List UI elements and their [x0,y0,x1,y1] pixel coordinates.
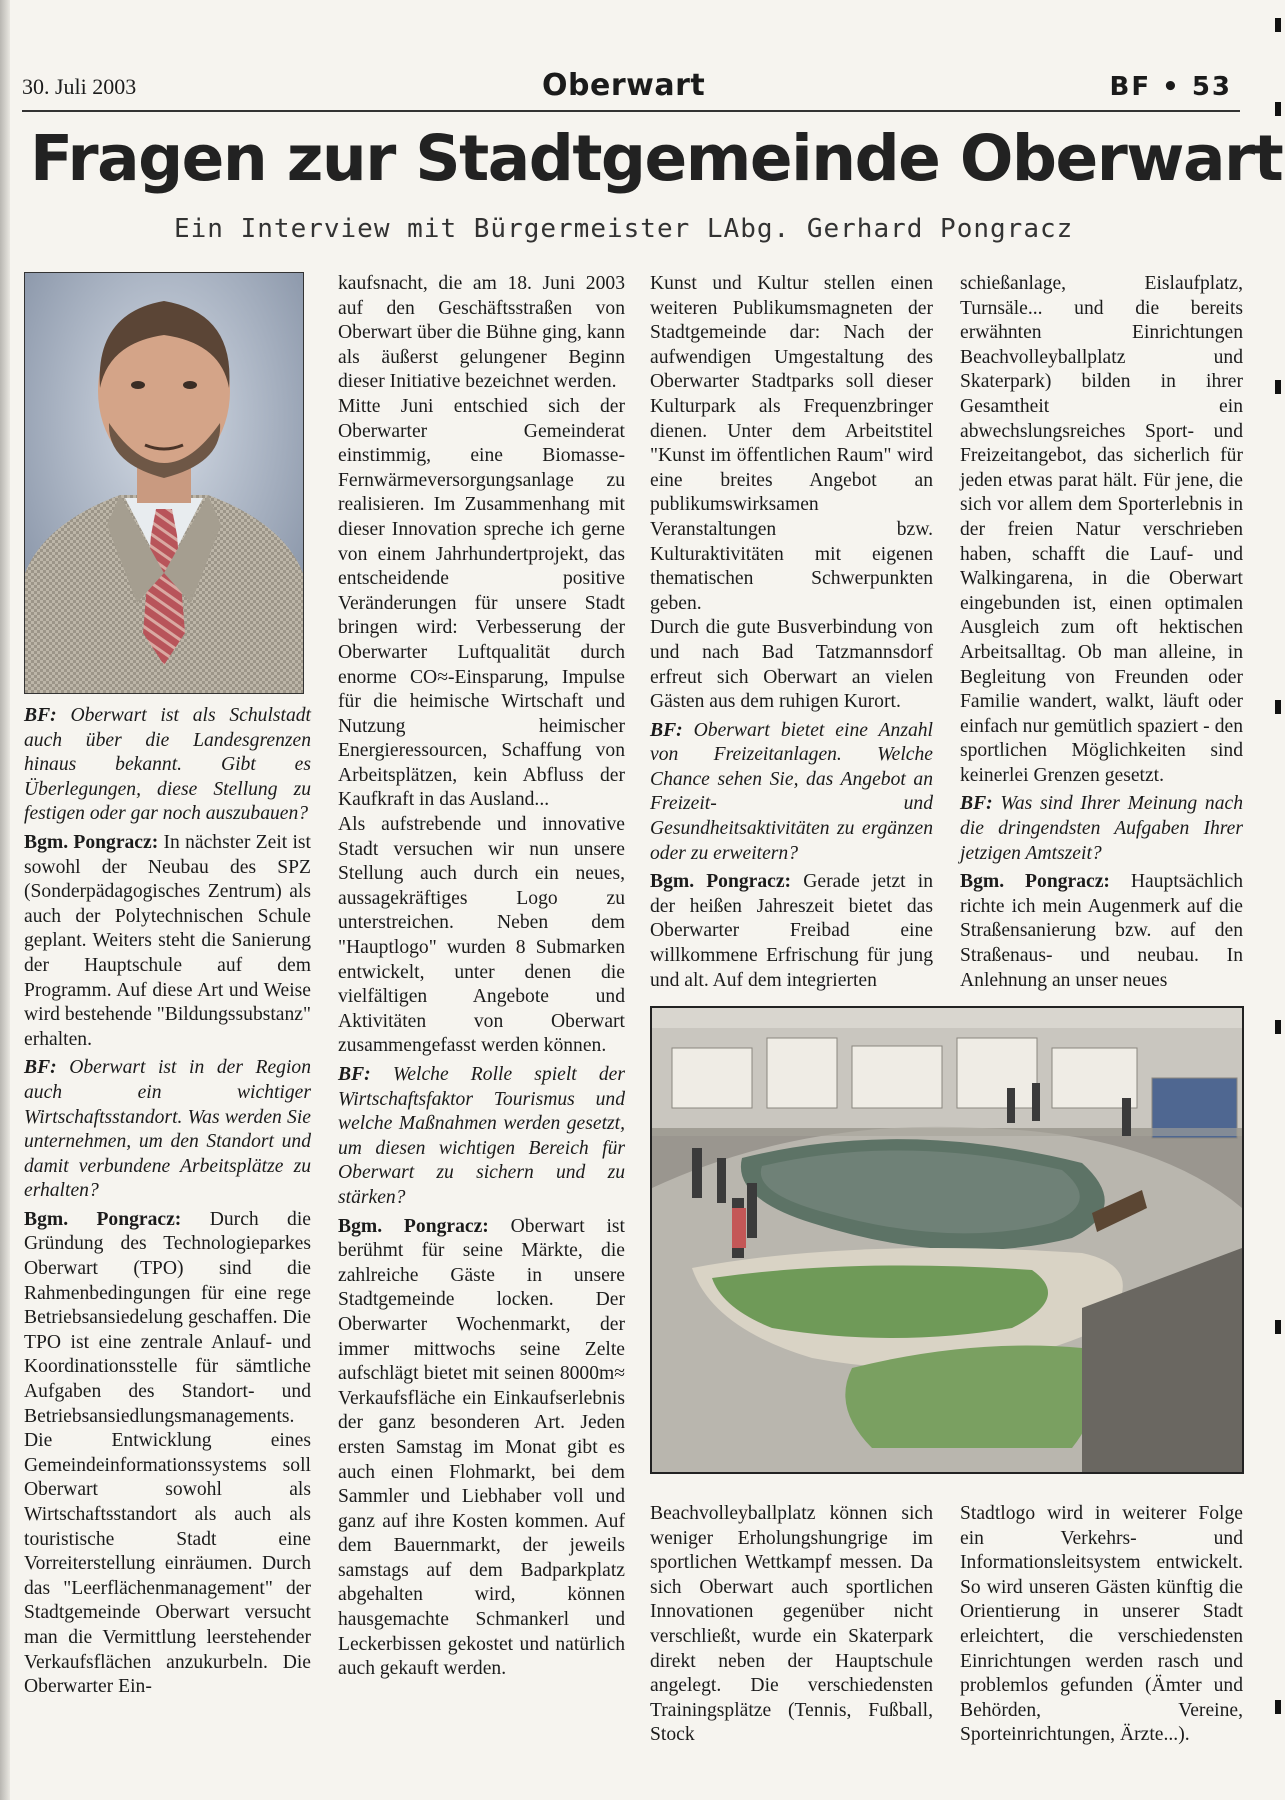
paragraph: Durch die gute Busverbindung von und nach Bad Tatzmannsdorf erfreut sich Oberwart an vielen Gästen aus dem ruhigen Kurort. [650,617,933,713]
interview-answer [24,831,311,1052]
scan-margin-mark [1275,1020,1281,1034]
answer-text: In nächster Zeit ist sowohl der Neubau des SPZ (Sonderpädagogisches Zentrum) als auch der Polytechnischen Schule geplant. Weiters steht die Sanierung der Hauptschule auf dem Programm. Auf diese Art und Weise wird bestehende "Bildungssubstanz" erhalten. [24,831,311,1050]
question-text: Oberwart ist als Schulstadt auch über die Landesgrenzen hinaus bekannt. Gibt es Überlegungen, diese Stellung zu festigen oder gar noch auszubauen? [24,705,311,825]
interview-question [960,792,1243,866]
section-title: Oberwart [542,68,706,103]
answer-text: Gerade jetzt in der heißen Jahreszeit bietet das Oberwarter Freibad eine willkommene Erfrischung für jung und alt. Auf dem integrierten [650,871,933,991]
speaker-label: Bgm. Pongracz: [338,1215,489,1237]
speaker-label: Bgm. Pongracz: [650,871,792,893]
garden-exhibition-photo [650,1006,1244,1474]
question-text: Oberwart bietet eine Anzahl von Freizeitanlagen. Welche Chance sehen Sie, das Angebot an Freizeit- und Gesundheitsaktivitäten zu ergänzen oder zu erweitern? [650,719,933,864]
scan-margin-mark [1275,18,1281,32]
article-column-2 [338,272,625,1686]
speaker-label: Bgm. Pongracz: [24,1208,182,1230]
question-text: Oberwart ist in der Region auch ein wichtiger Wirtschaftsstandort. Was werden Sie unternehmen, um den Standort und damit verbundene Arbeitsplätze zu erhalten? [24,1057,312,1202]
interview-answer [24,1208,311,1700]
question-label: BF: [24,1057,57,1079]
page-header [22,64,1240,112]
interview-question [24,1056,311,1204]
scan-margin-mark [1275,380,1281,394]
paragraph: Mitte Juni entschied sich der Oberwarter Gemeinderat einstimmig, eine Biomasse-Fernwärmeversorgungsanlage zu realisieren. Im Zusammenhang mit dieser Innovation spreche ich gerne von einem Jahrhundertprojekt, das entscheidende positive Veränderungen für unsere Stadt bringen wird: Verbesserung der Oberwarter Luftqualität durch enorme CO≈-Einsparung, Impulse für die heimische Wirtschaft und Nutzung heimischer Energieressourcen, Schaffung von Arbeitsplätzen, kein Abfluss der Kaufkraft in das Ausland... [338,395,625,811]
interview-answer [960,870,1243,993]
scan-margin-mark [1275,700,1281,714]
paragraph: schießanlage, Eislaufplatz, Turnsäle... und die bereits erwähnten Einrichtungen Beachvolleyballplatz und Skaterpark) bilden in ihrer Gesamtheit ein abwechslungsreiches Sport- und Freizeitangebot, das sicherlich für jeden etwas parat hält. Für jene, die sich vor allem dem Sporterlebnis in der freien Natur verschrieben haben, schafft die Lauf- und Walkingarena, in die Oberwart eingebunden ist, einen optimalen Ausgleich zum oft hektischen Arbeitsalltag. Ob man alleine, in Begleitung von Freunden oder Familie wandert, walkt, läuft oder einfach nur gemütlich spaziert - den sportlichen Möglichkeiten sind keinerlei Grenzen gesetzt. [960,273,1243,786]
question-text: Was sind Ihrer Meinung nach die dringendsten Aufgaben Ihrer jetzigen Amtszeit? [960,793,1243,864]
question-label: BF: [960,793,993,815]
scan-margin-mark [1275,1700,1281,1714]
answer-text: Durch die Gründung des Technologieparkes Oberwart (TPO) sind die Rahmenbedingungen für eine rege Betriebsansiedelung geschaffen. Die TPO ist eine zentrale Anlauf- und Koordinationsstelle für sämtliche Aufgaben des Standort- und Betriebsansiedlungsmanagements. Die Entwicklung eines Gemeindeinformationssystems soll Oberwart sowohl als Wirtschaftsstandort als auch als touristische Stadt eine Vorreiterstellung einräumen. Durch das "Leerflächenmanagement" der Stadtgemeinde Oberwart versucht man die Vermittlung leerstehender Verkaufsflächen anzukurbeln. Die Oberwarter Ein- [24,1208,311,1698]
issue-date: 30. Juli 2003 [22,74,137,99]
scan-margin-mark [1275,1320,1281,1334]
article-column-4 [960,272,1243,997]
paragraph: Beachvolleyballplatz können sich weniger Erholungshungrige im sportlichen Wettkampf messen. Da sich Oberwart auch sportlichen Innovationen gegenüber nicht verschließt, wurde ein Skaterpark direkt neben der Hauptschule angelegt. Die verschiedensten Trainingsplätze (Tennis, Fußball, Stock [650,1503,933,1746]
paragraph: Als aufstrebende und innovative Stadt versuchen wir nun unsere Stellung auch durch ein neues, aussagekräftiges Logo zu unterstreichen. Neben dem "Hauptlogo" wurden 8 Submarken entwickelt, unter denen die vielfältigen Angebote und Aktivitäten von Oberwart zusammengefasst werden können. [338,814,625,1057]
mayor-portrait-photo [24,272,304,694]
article-column-1 [24,700,311,1704]
paragraph: Stadtlogo wird in weiterer Folge ein Verkehrs- und Informationsleitsystem entwickelt. So wird unseren Gästen künftig die Orientierung in unserer Stadt erleichtert, die verschiedensten Einrichtungen werden rasch und problemlos gefunden (Ämter und Behörden, Vereine, Sporteinrichtungen, Ärzte...). [960,1503,1243,1746]
question-label: BF: [650,719,683,741]
page-number: BF • 53 [1109,72,1232,102]
paragraph: Kunst und Kultur stellen einen weiteren Publikumsmagneten der Stadtgemeinde dar: Nach der aufwendigen Umgestaltung des Oberwarter Stadtparks soll dieser Kulturpark als Frequenzbringer dienen. Unter dem Arbeitstitel "Kunst im öffentlichen Raum" wird eine breites Angebot an publikumswirksamen Veranstaltungen bzw. Kulturaktivitäten mit eigenen thematischen Schwerpunkten geben. [650,273,933,614]
question-label: BF: [338,1064,371,1085]
question-label: BF: [24,705,57,726]
interview-question [338,1063,625,1211]
article-headline: Fragen zur Stadtgemeinde Oberwart [30,122,1283,195]
article-column-3-continued [650,1502,933,1748]
speaker-label: Bgm. Pongracz: [960,871,1110,893]
question-text: Welche Rolle spielt der Wirtschaftsfaktor Tourismus und welche Maßnahmen werden gesetzt, um diesen wichtigen Bereich für Oberwart zu sichern und zu stärken? [338,1064,625,1208]
interview-answer [338,1215,625,1682]
article-subheadline: Ein Interview mit Bürgermeister LAbg. Gerhard Pongracz [174,214,1074,244]
interview-answer [650,870,933,993]
article-column-3 [650,272,933,997]
scan-margin-mark [1275,102,1281,116]
article-column-4-continued [960,1502,1243,1748]
interview-question [24,704,311,827]
speaker-label: Bgm. Pongracz: [24,831,159,853]
paragraph: kaufsnacht, die am 18. Juni 2003 auf den Geschäftsstraßen von Oberwart über die Bühne ging, kann als äußerst gelungener Beginn dieser Initiative bezeichnet werden. [338,273,625,393]
page-binding-edge [0,0,10,1800]
answer-text: Oberwart ist berühmt für seine Märkte, die zahlreiche Gäste in unsere Stadtgemeinde locken. Der Oberwarter Wochenmarkt, der immer mittwochs seine Zelte aufschlägt bietet mit seinen 8000m≈ Verkaufsfläche ein Einkaufserlebnis der ganz besonderen Art. Jeden ersten Samstag im Monat gibt es auch einen Flohmarkt, bei dem Sammler und Liebhaber voll und ganz auf ihre Kosten kommen. Auf dem Bauernmarkt, der jeweils samstags auf dem Badparkplatz abgehalten wird, können hausgemachte Schmankerl und Leckerbissen gekostet und natürlich auch gekauft werden. [338,1215,625,1680]
interview-question [650,719,933,867]
answer-text: Hauptsächlich richte ich mein Augenmerk auf die Straßensanierung bzw. auf den Straßenaus- und neubau. In Anlehnung an unser neues [960,871,1243,991]
